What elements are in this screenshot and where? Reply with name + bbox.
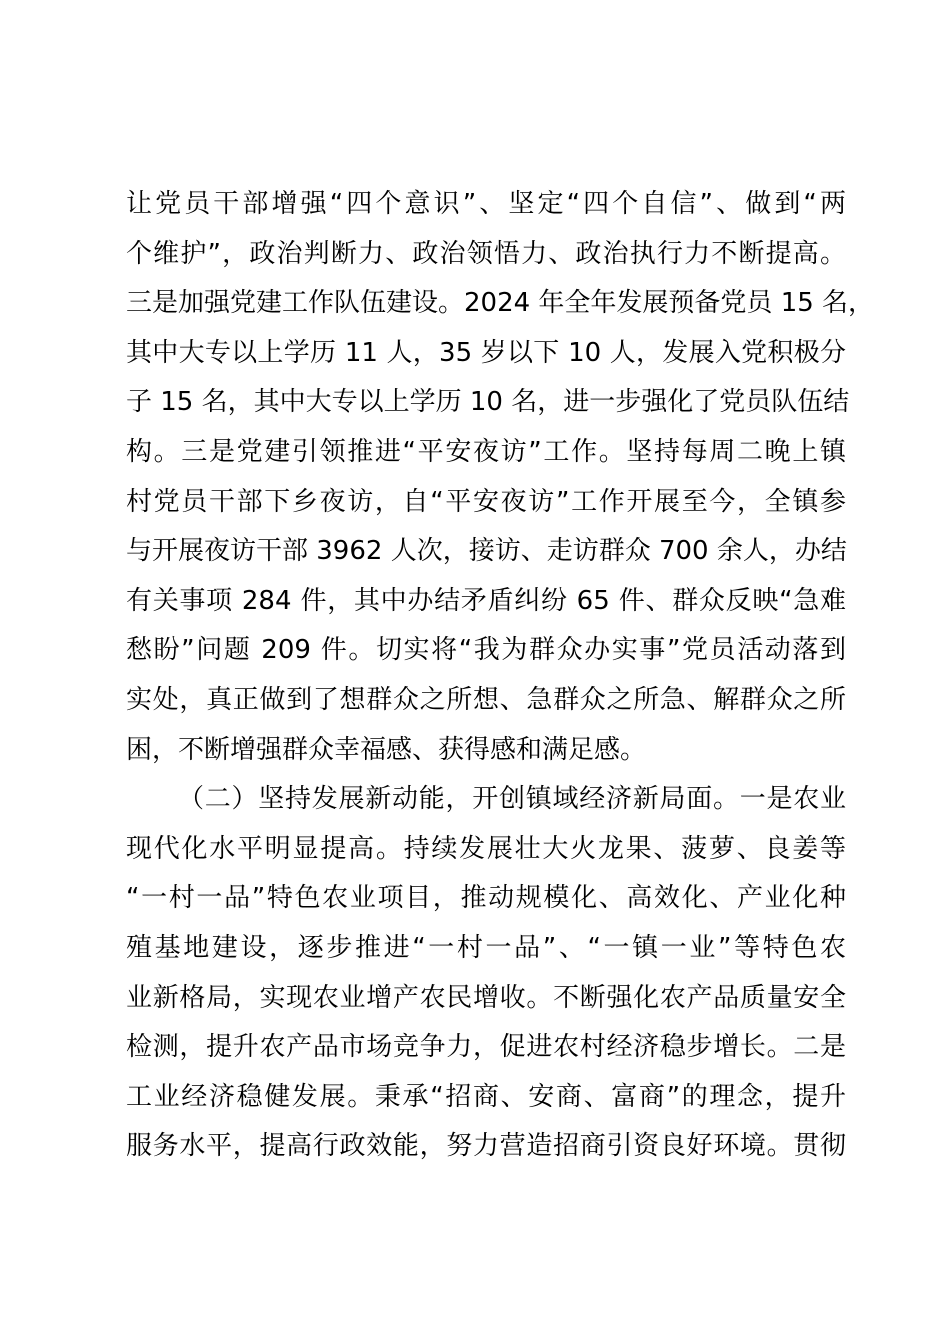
- text-line-12: 困，不断增强群众幸福感、获得感和满足感。: [126, 734, 647, 765]
- text-line-3: 三是加强党建工作队伍建设。2024 年全年发展预备党员 15 名，: [126, 288, 875, 319]
- text-line-7: 村党员干部下乡夜访，自“平安夜访”工作开展至今，全镇参: [126, 486, 846, 517]
- text-line-4: 其中大专以上学历 11 人，35 岁以下 10 人，发展入党积极分: [126, 337, 846, 368]
- text-line-8: 与开展夜访干部 3962 人次，接访、走访群众 700 余人，办结: [126, 536, 847, 567]
- text-line-6: 构。三是党建引领推进“平安夜访”工作。坚持每周二晚上镇: [126, 436, 846, 467]
- text-line-15: “一村一品”特色农业项目，推动规模化、高效化、产业化种: [126, 883, 846, 914]
- text-line-17: 业新格局，实现农业增产农民增收。不断强化农产品质量安全: [126, 982, 846, 1013]
- text-line-2: 个维护”，政治判断力、政治领悟力、政治执行力不断提高。: [126, 238, 846, 269]
- text-line-11: 实处，真正做到了想群众之所想、急群众之所急、解群众之所: [126, 684, 846, 715]
- text-line-20: 服务水平，提高行政效能，努力营造招商引资良好环境。贯彻: [126, 1131, 846, 1162]
- text-line-1: 让党员干部增强“四个意识”、坚定“四个自信”、做到“两: [126, 189, 846, 219]
- text-line-9: 有关事项 284 件，其中办结矛盾纠纷 65 件、群众反映“急难: [126, 585, 846, 616]
- text-line-10: 愁盼”问题 209 件。切实将“我为群众办实事”党员活动落到: [126, 635, 846, 666]
- text-line-19: 工业经济稳健发展。秉承“招商、安商、富商”的理念，提升: [126, 1081, 846, 1112]
- body-text: [126, 180, 875, 1172]
- text-line-13: （二）坚持发展新动能，开创镇域经济新局面。一是农业: [178, 784, 846, 815]
- text-line-5: 子 15 名，其中大专以上学历 10 名，进一步强化了党员队伍结: [126, 387, 850, 418]
- text-line-14: 现代化水平明显提高。持续发展壮大火龙果、菠萝、良姜等: [126, 833, 846, 864]
- text-line-18: 检测，提升农产品市场竞争力，促进农村经济稳步增长。二是: [126, 1032, 846, 1063]
- text-line-16: 殖基地建设，逐步推进“一村一品”、“一镇一业”等特色农: [126, 932, 846, 963]
